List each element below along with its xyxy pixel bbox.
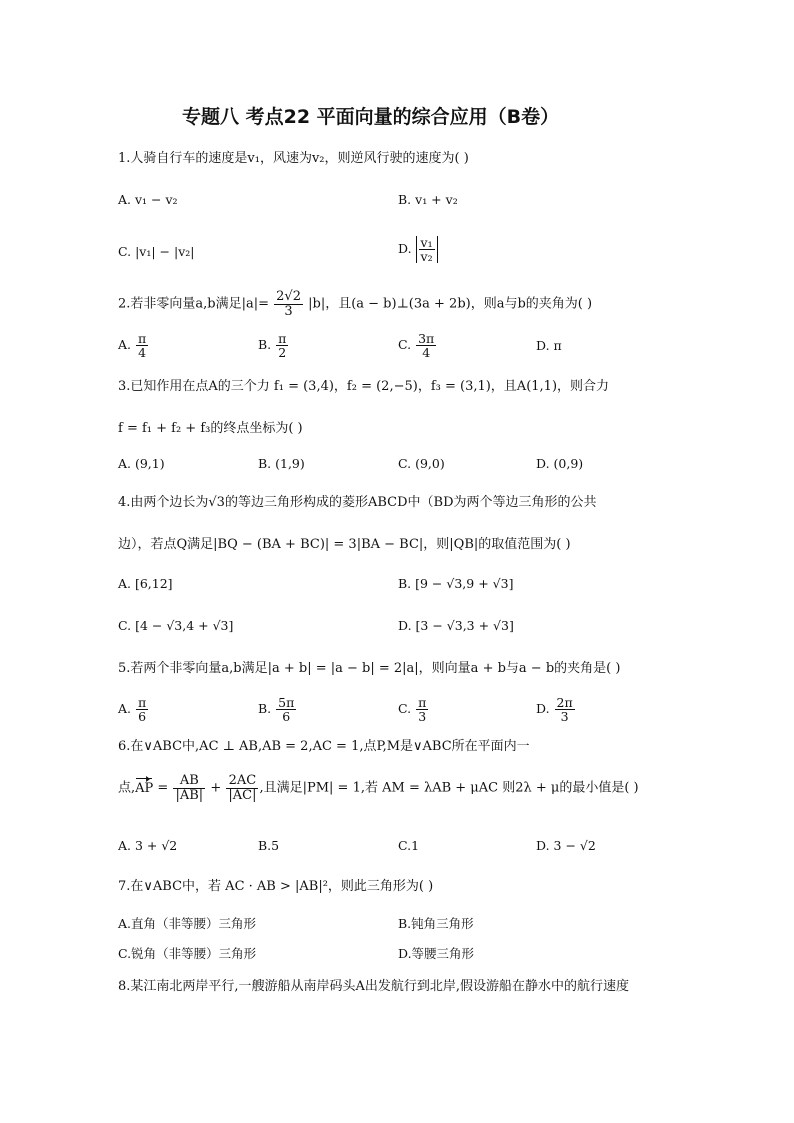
fraction [416, 696, 428, 723]
question-3-option-d[interactable]: D. (0,9) [536, 456, 584, 471]
fraction-numerator: 5π [278, 695, 295, 710]
option-label: A. [118, 337, 132, 353]
fraction-denominator: 2 [278, 345, 287, 361]
fraction-denominator: 6 [138, 709, 147, 725]
question-5-stem: 5.若两个非零向量a,b满足|a + b| = |a − b| = 2|a|，则向量a + b与a − b的夹角是( ) [118, 661, 621, 676]
question-1-option-b[interactable]: B. v₁ + v₂ [398, 192, 458, 207]
question-6-option-a[interactable]: A. 3 + √2 [118, 838, 178, 853]
fraction [555, 696, 575, 723]
fraction-numerator: π [278, 331, 287, 346]
stem-text: BQ − (BA + BC)| = 3|BA − BC|，则|QB|的取值范围为( ) [217, 537, 571, 552]
question-4-option-d[interactable]: D. [3 − √3,3 + √3] [398, 618, 514, 633]
abs-value [416, 236, 438, 263]
option-label: D. [536, 701, 550, 717]
question-4-option-a[interactable]: A. [6,12] [118, 576, 173, 591]
question-8-stem: 8.某江南北两岸平行,一艘游船从南岸码头A出发航行到北岸,假设游船在静水中的航行速度 [118, 979, 630, 994]
option-label: C. [398, 701, 412, 717]
question-1-stem: 1.人骑自行车的速度是v₁，风速为v₂，则逆风行驶的速度为( ) [118, 151, 469, 166]
question-4-stem: 4.由两个边长为√3的等边三角形构成的菱形ABCD中（BD为两个等边三角形的公共 [118, 495, 597, 510]
question-5-option-d[interactable] [536, 696, 576, 723]
question-3-option-c[interactable]: C. (9,0) [398, 456, 445, 471]
option-label: D. [398, 241, 412, 257]
question-3-stem: 3.已知作用在点A的三个力 f₁ = (3,4)，f₂ = (2,−5)，f₃ = (3,1)，且A(1,1)，则合力 [118, 379, 610, 394]
question-2-option-b[interactable] [258, 332, 289, 359]
fraction [276, 696, 296, 723]
fraction-denominator: 3 [284, 303, 293, 319]
question-5-option-a[interactable] [118, 696, 149, 723]
fraction-denominator: 4 [422, 345, 431, 361]
fraction-numerator: π [138, 695, 147, 710]
fraction-denominator: v₂ [420, 249, 433, 265]
fraction [274, 290, 303, 318]
fraction [276, 332, 288, 359]
question-6-option-d[interactable]: D. 3 − √2 [536, 838, 596, 853]
question-2-stem [118, 290, 592, 318]
fraction-numerator: 2√2 [276, 289, 301, 304]
fraction-denominator: |AB| [175, 787, 204, 803]
option-label: B. [258, 337, 272, 353]
fraction-denominator: 6 [282, 709, 291, 725]
question-1-option-d[interactable] [398, 236, 438, 263]
question-7-option-c[interactable]: C.锐角（非等腰）三角形 [118, 946, 257, 961]
question-3-option-a[interactable]: A. (9,1) [118, 456, 165, 471]
fraction [226, 774, 258, 802]
page-title: 专题八 考点22 平面向量的综合应用（B卷） [182, 106, 560, 128]
stem-text: ,且满足|PM| = 1,若 AM = λAB + μAC 则2λ + μ的最小值是( ) [259, 780, 639, 796]
question-7-option-b[interactable]: B.钝角三角形 [398, 916, 474, 931]
question-6-option-b[interactable]: B.5 [258, 838, 280, 853]
fraction-denominator: 3 [560, 709, 569, 725]
option-label: C. [398, 337, 412, 353]
fraction-numerator: 2AC [226, 774, 258, 789]
question-2-option-c[interactable] [398, 332, 437, 359]
fraction [416, 332, 436, 359]
question-4-stem-line-2 [118, 538, 571, 551]
stem-text: 点, [118, 780, 136, 796]
vector-ap: AP [135, 780, 154, 796]
question-2-option-a[interactable] [118, 332, 149, 359]
fraction-denominator: |AC| [228, 787, 257, 803]
question-1-option-c[interactable]: C. |v₁| − |v₂| [118, 244, 195, 259]
question-6-stem-line-2 [118, 774, 639, 802]
stem-text: 2.若非零向量a,b满足|a|= [118, 296, 270, 312]
option-label: B. [258, 701, 272, 717]
stem-text: 边），若点Q满足| [118, 537, 218, 552]
question-7-stem: 7.在∨ABC中，若 AC · AB > |AB|²，则此三角形为( ) [118, 879, 434, 894]
question-6-option-c[interactable]: C.1 [398, 838, 420, 853]
fraction-denominator: 4 [138, 345, 147, 361]
fraction [136, 696, 148, 723]
question-5-option-c[interactable] [398, 696, 429, 723]
fraction-denominator: 3 [418, 709, 427, 725]
fraction [173, 774, 205, 802]
option-label: A. [118, 701, 132, 717]
plus-sign: + [210, 780, 222, 796]
stem-text: |b|，且(a − b)⊥(3a + 2b)，则a与b的夹角为( ) [308, 296, 593, 312]
question-3-option-b[interactable]: B. (1,9) [258, 456, 305, 471]
question-2-option-d[interactable]: D. π [536, 338, 562, 353]
fraction-numerator: π [418, 695, 427, 710]
question-1-option-a[interactable]: A. v₁ − v₂ [118, 192, 178, 207]
question-7-option-a[interactable]: A.直角（非等腰）三角形 [118, 916, 257, 931]
fraction-numerator: 3π [418, 331, 435, 346]
question-3-stem-line-2: f = f₁ + f₂ + f₃的终点坐标为( ) [118, 421, 303, 436]
question-4-option-b[interactable]: B. [9 − √3,9 + √3] [398, 576, 514, 591]
fraction [136, 332, 148, 359]
fraction-numerator: AB [173, 774, 205, 789]
equals-sign: = [157, 780, 169, 796]
question-6-stem: 6.在∨ABC中,AC ⊥ AB,AB = 2,AC = 1,点P,M是∨ABC所在平面内一 [118, 739, 530, 754]
fraction [419, 236, 435, 263]
fraction-numerator: π [138, 331, 147, 346]
fraction-numerator: 2π [556, 695, 573, 710]
question-5-option-b[interactable] [258, 696, 297, 723]
question-4-option-c[interactable]: C. [4 − √3,4 + √3] [118, 618, 234, 633]
question-7-option-d[interactable]: D.等腰三角形 [398, 946, 475, 961]
fraction-numerator: v₁ [420, 235, 433, 250]
